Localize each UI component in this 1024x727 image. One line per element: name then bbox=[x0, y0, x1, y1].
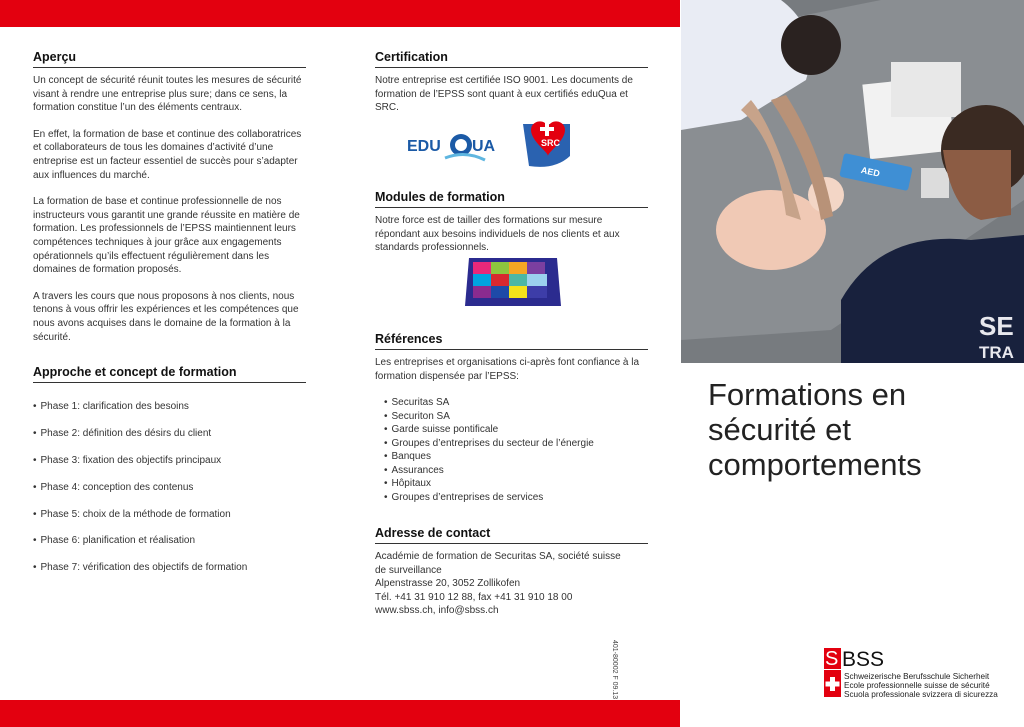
list-item: • Securitas SA bbox=[384, 397, 450, 409]
contact-section bbox=[375, 526, 648, 618]
list-item: • Garde suisse pontificale bbox=[384, 424, 499, 436]
top-red-bar bbox=[0, 0, 680, 27]
modules-heading: Modules de formation bbox=[375, 190, 648, 208]
svg-text:AED: AED bbox=[860, 164, 881, 179]
references-text: Les entreprises et organisations ci-après font confiance à la formation dispensée par l’EPSS: bbox=[375, 357, 640, 382]
certification-heading: Certification bbox=[375, 50, 648, 68]
certification-section bbox=[375, 50, 648, 155]
list-item: • Phase 6: planification et réalisation bbox=[33, 535, 196, 546]
svg-text:EDU: EDU bbox=[407, 138, 441, 155]
svg-text:Ecole professionnelle suisse d: Ecole professionnelle suisse de sécurité bbox=[844, 681, 990, 690]
overview-heading: Aperçu bbox=[33, 50, 306, 68]
contact-line-1: Académie de formation de Securitas SA, société suisse bbox=[375, 551, 621, 562]
svg-text:UA: UA bbox=[472, 138, 496, 155]
overview-paragraph-3: La formation de base et continue professionnelle de nos instructeurs vous garantit une grande réussite en matière de formation. Les professionnels de l’EPSS maintiennent leurs compétences techniques à jour grâce aux engagements opérationnels qu’ils effectuent régulièrement dans les domaines de formation proposés. bbox=[33, 196, 300, 276]
svg-text:TRA: TRA bbox=[979, 343, 1014, 362]
contact-line-2: de surveillance bbox=[375, 564, 442, 576]
sbss-logo bbox=[824, 648, 1024, 708]
references-heading: Références bbox=[375, 332, 648, 350]
certification-logos bbox=[405, 116, 615, 168]
bottom-red-bar bbox=[0, 700, 680, 727]
overview-paragraph-4: A travers les cours que nous proposons à nos clients, nous tenons à vous offrir les expériences et les compétences que nous avons acquises dans le domaine de la formation à la sécurité. bbox=[33, 290, 299, 343]
eduqua-logo bbox=[407, 134, 496, 160]
list-item: • Groupes d’entreprises de services bbox=[384, 491, 544, 503]
overview-paragraph-2: En effet, la formation de base et continue des collaboratrices et collaborateurs de tous les domaines d’activité d’une entreprise est un facteur essentiel de succès pour s’adapter aux influences du marché. bbox=[33, 128, 302, 181]
svg-text:Scuola professionale svizzera: Scuola professionale svizzera di sicurezza bbox=[844, 690, 998, 699]
list-item: • Hôpitaux bbox=[384, 478, 431, 490]
overview-paragraph-1: Un concept de sécurité réunit toutes les mesures de sécurité visant à rendre une entreprise plus sure; dans ce sens, la formation constitue l’un des éléments centraux. bbox=[33, 75, 302, 114]
approach-section bbox=[33, 365, 306, 573]
list-item: • Phase 3: fixation des objectifs principaux bbox=[33, 455, 222, 466]
svg-text:BSS: BSS bbox=[842, 648, 885, 671]
svg-text:Schweizerische Berufsschule Si: Schweizerische Berufsschule Sicherheit bbox=[844, 672, 990, 681]
puzzle-image bbox=[463, 254, 563, 308]
references-list bbox=[375, 396, 648, 504]
list-item: • Groupes d’entreprises du secteur de l’énergie bbox=[384, 437, 594, 449]
list-item: • Phase 1: clarification des besoins bbox=[33, 401, 189, 412]
list-item: • Banques bbox=[384, 451, 431, 463]
list-item: • Phase 7: vérification des objectifs de formation bbox=[33, 562, 248, 573]
list-item: • Phase 4: conception des contenus bbox=[33, 482, 194, 493]
contact-line-3: Alpenstrasse 20, 3052 Zollikofen bbox=[375, 578, 521, 590]
svg-text:SE: SE bbox=[979, 311, 1014, 341]
cpr-training-photo bbox=[681, 0, 1024, 363]
title-line-2: sécurité et bbox=[708, 412, 852, 447]
svg-text:SRC: SRC bbox=[541, 138, 561, 148]
document-code: 401-80002 F 09.13 bbox=[611, 640, 618, 700]
contact-line-5: www.sbss.ch, info@sbss.ch bbox=[375, 605, 499, 617]
overview-section bbox=[33, 50, 306, 344]
contact-line-4: Tél. +41 31 910 12 88, fax +41 31 910 18 00 bbox=[375, 591, 573, 603]
list-item: • Assurances bbox=[384, 464, 444, 476]
svg-text:S: S bbox=[825, 648, 839, 670]
contact-heading: Adresse de contact bbox=[375, 526, 648, 544]
photo-illustration bbox=[681, 0, 1024, 363]
title-line-3: comportements bbox=[708, 447, 922, 482]
approach-heading: Approche et concept de formation bbox=[33, 365, 306, 383]
title-line-1: Formations en bbox=[708, 377, 907, 412]
brochure-title bbox=[708, 377, 1008, 482]
modules-text: Notre force est de tailler des formations sur mesure répondant aux besoins individuels de nos clients et aux standards professionnels. bbox=[375, 215, 620, 254]
list-item: • Phase 2: définition des désirs du client bbox=[33, 428, 212, 439]
list-item: • Securiton SA bbox=[384, 410, 450, 422]
src-logo bbox=[523, 121, 570, 166]
certification-text: Notre entreprise est certifiée ISO 9001. Les documents de formation de l’EPSS sont quant à eux certifiés eduQua et SRC. bbox=[375, 75, 633, 114]
modules-section bbox=[375, 190, 648, 255]
list-item: • Phase 5: choix de la méthode de formation bbox=[33, 509, 231, 520]
references-section bbox=[375, 332, 648, 504]
